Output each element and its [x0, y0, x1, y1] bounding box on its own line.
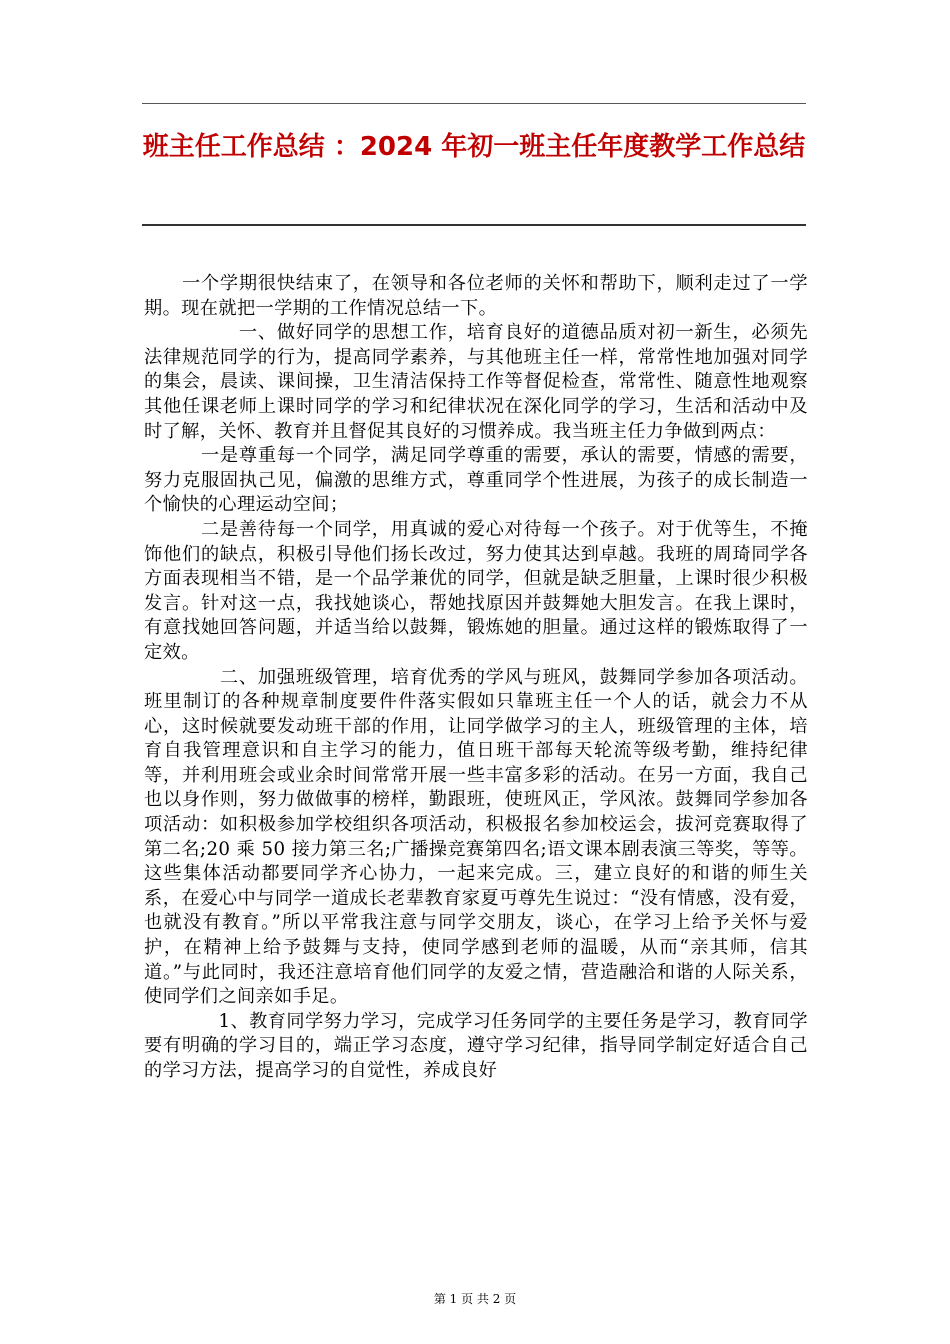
paragraph-point-2: 二是善待每一个同学，用真诚的爱心对待每一个孩子。对于优等生，不掩饰他们的缺点，积极引导他们扬长改过，努力使其达到卓越。我班的周琦同学各方面表现相当不错，是一个品学兼优的同学，但就是缺乏胆量，上课时很少积极发言。针对这一点，我找她谈心，帮她找原因并鼓舞她大胆发言。在我上课时，有意找她回答问题，并适当给以鼓舞，锻炼她的胆量。通过这样的锻炼取得了一定效。: [144, 518, 808, 663]
document-body: [144, 272, 808, 1084]
header-rule-bottom: [142, 224, 806, 226]
paragraph-section-2: 二、加强班级管理，培育优秀的学风与班风，鼓舞同学参加各项活动。班里制订的各种规章制度要件件落实假如只靠班主任一个人的话，就会力不从心，这时候就要发动班干部的作用，让同学做学习的主人，班级管理的主体，培育自我管理意识和自主学习的能力，值日班干部每天轮流等级考勤，维持纪律等，并利用班会或业余时间常常开展一些丰富多彩的活动。在另一方面，我自己也以身作则，努力做做事的榜样，勤跟班，使班风正，学风浓。鼓舞同学参加各项活动：如积极参加学校组织各项活动，积极报名参加校运会，拔河竞赛取得了第二名;20 乘 50 接力第三名;广播操竞赛第四名;语文课本剧表演三等奖，等等。这些集体活动都要同学齐心协力，一起来完成。三，建立良好的和谐的师生关系，在爱心中与同学一道成长老辈教育家夏丏尊先生说过：“没有情感，没有爱，也就没有教育。”所以平常我注意与同学交朋友，谈心，在学习上给予关怀与爱护，在精神上给予鼓舞与支持，使同学感到老师的温暖，从而“亲其师，信其道。”与此同时，我还注意培育他们同学的友爱之情，营造融洽和谐的人际关系，使同学们之间亲如手足。: [144, 666, 808, 1008]
paragraph-section-1: 一、做好同学的思想工作，培育良好的道德品质对初一新生，必须先法律规范同学的行为，提高同学素养，与其他班主任一样，常常性地加强对同学的集会，晨读、课间操，卫生清洁保持工作等督促检查，常常性、随意性地观察其他任课老师上课时同学的学习和纪律状况在深化同学的学习，生活和活动中及时了解，关怀、教育并且督促其良好的习惯养成。我当班主任力争做到两点：: [144, 322, 808, 442]
page-footer: 第 1 页 共 2 页: [433, 1292, 517, 1306]
paragraph-point-1: 一是尊重每一个同学，满足同学尊重的需要，承认的需要，情感的需要，努力克服固执己见，偏激的思维方式，尊重同学个性进展，为孩子的成长制造一个愉快的心理运动空间；: [144, 445, 808, 516]
header-rule-top: [142, 103, 806, 104]
paragraph-intro: 一个学期很快结束了，在领导和各位老师的关怀和帮助下，顺利走过了一学期。现在就把一学期的工作情况总结一下。: [144, 273, 808, 319]
paragraph-item-1: 1、教育同学努力学习，完成学习任务同学的主要任务是学习，教育同学要有明确的学习目的，端正学习态度，遵守学习纪律，指导同学制定好适合自己的学习方法，提高学习的自觉性，养成良好: [144, 1010, 808, 1081]
document-title: 班主任工作总结 ：2024 年初一班主任年度教学工作总结: [142, 132, 806, 162]
